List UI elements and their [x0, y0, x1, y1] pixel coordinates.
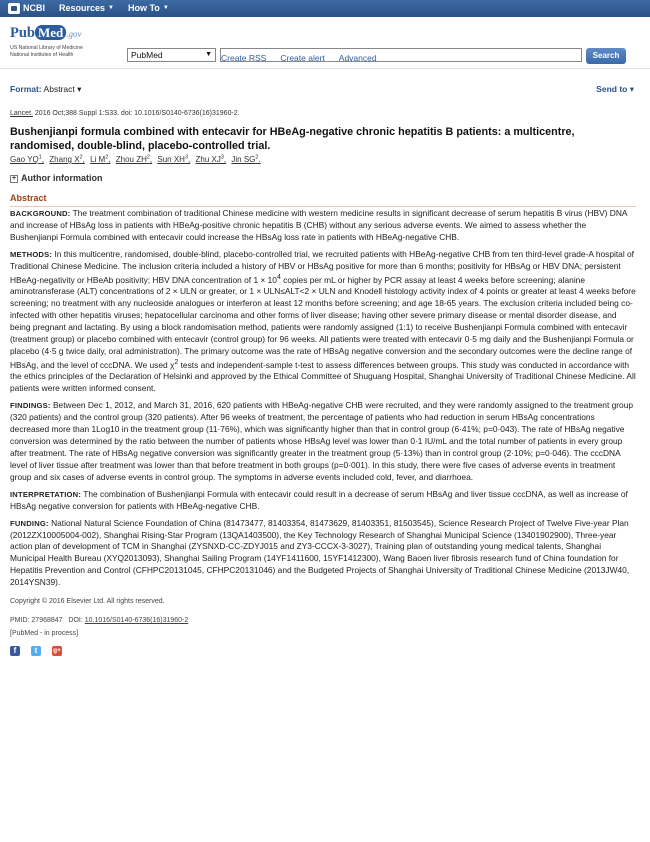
- ncbi-logo[interactable]: [8, 2, 45, 15]
- funding-label: FUNDING:: [10, 518, 49, 528]
- dropdown-arrow-icon: ▼: [108, 5, 114, 12]
- dropdown-arrow-icon: ▼: [162, 5, 169, 12]
- chevron-down-icon: ▾: [77, 84, 82, 94]
- pubmed-status: [PubMed - in process]: [10, 630, 79, 638]
- methods-text: In this multicentre, randomised, double-blind, placebo-controlled trial, we recruited patients with HBeAg-negative CHB from ten third-level grade-A hospital of Traditional Chinese Medicine. The inclusion criteria included a history of HBV or HBsAg positive for more than 6 months; positivity for HBsAg or HBV DNA; persistent HBeAg-negativity or HBeAb positivity; HBV DNA concentration of 1 × 10: [10, 248, 635, 285]
- findings-text: Between Dec 1, 2012, and March 31, 2016, 620 patients with HBeAg-negative CHB were recruited, and they were randomly assigned to the treatment group (320 patients) and the control group (320 patients). After 96 weeks of treatment, the percentage of patients who had reduction in serum HBsAg concentrations decreased more than 1Log10 in the treatment group (11·76%), which was significantly higher than that in control group (6·41%; p=0·043). The rate of HBsAg negative conversion was determined by the ratio between the number of patients whose HBsAg level was lower than 0·1 IU/mL and the total number of patients in every group after treatment. The rate of HBsAg negative conversion was significantly greater in the treatment group (5·13%) than in control group (2·10%; p=0·046). The cccDNA level of liver tissue after treatment was lower than that before treatment in both groups (p=0·001). In this study, there were five cases of adverse events in treatment group and six cases of adverse events in control group. The symptoms in adverse events included cold, fever, and diarrhoea.: [10, 400, 634, 482]
- author-link[interactable]: Zhang $X^2$,: [49, 154, 85, 164]
- howto-menu[interactable]: [128, 2, 169, 15]
- google-plus-icon[interactable]: g+: [53, 646, 61, 654]
- create-alert-link[interactable]: Create alert: [280, 53, 325, 63]
- author-affil: 3: [184, 154, 189, 161]
- search-button[interactable]: Search: [586, 48, 626, 64]
- funding-text: National Natural Science Foundation of China (81473477, 81403354, 81473629, 81403351, 81503545), Science Research Project of Twelve Five-year Plan (2012ZX10005004-002), Shanghai Rising-Star Program (13QA1403500), the Key Technology Research of Shanghai Municipal Science (13401902900), Three-year action plan of development of TCM in Shanghai (ZYSNXD-CC-ZDYJ015 and ZY3-CCCX-3-3027), Training plan of outstanding young medical talents, Shanghai Municipal Health Bureau (XYQ2013093), Shanghai Sailing Program (14YF1411600, 15YF1412300), Wang Baoen liver fibrosis research fund of China foundation for Hepatitis Prevention and Control (CFHPC20131045, CFHPC20131046) and the Budgeted Projects of Shanghai University of Traditional Chinese Medicine (2013JW40, 2014YSN39).: [10, 517, 630, 588]
- author-name: Zhou ZH: [115, 155, 147, 164]
- author-information-label: Author information: [21, 173, 103, 184]
- howto-label: How To: [127, 3, 160, 14]
- expand-plus-icon: +: [11, 174, 17, 182]
- methods-label: METHODS:: [10, 249, 53, 259]
- search-links: [221, 52, 377, 64]
- send-to-label: Send to: [596, 84, 628, 94]
- ncbi-logo-icon: [8, 3, 20, 14]
- resources-label: Resources: [59, 3, 106, 14]
- create-rss-link[interactable]: Create RSS: [221, 53, 267, 63]
- doi-label: DOI:: [68, 617, 83, 625]
- article-identifiers: [10, 616, 636, 626]
- author-link[interactable]: Li $M^2$,: [90, 154, 111, 164]
- interpretation-text: The combination of Bushenjianpi Formula with entecavir could result in a decrease of serum HBsAg and liver tissue cccDNA, as well as increase of HBsAg negative conversion for patients with HBeAg-negative CHB.: [10, 488, 628, 511]
- author-affil: 2: [146, 154, 150, 161]
- ncbi-top-bar: [0, 0, 650, 17]
- twitter-icon[interactable]: t: [31, 646, 41, 656]
- methods-text: copies per mL or higher by PCR assay at least 4 weeks before screening; alanine aminotransferase (ALT) concentrations of 2 × ULN or greater, or 1 × ULN≤ALT<2 × ULN and Knodell histology activity index of 4 points or greater at least 4 weeks before screening; no treatment with any nucleoside analogues or interferon at least 12 months before screening; and age 18-65 years. The exclusion criteria included being co-infected with other hepatitis viruses; hepatocellular carcinoma and other forms of liver disease; having other severe primary disease or mental disorder disease, and being pregnant and lactating. By using a block randomisation method, patients were randomly assigned (1:1) to receive Bushenjianpi Formula combined with entecavir (treatment group) or placebo combined with entecavir (control group) for 96 weeks. All patients were treated with entecavir 0·5 mg daily and the Bushenjianpi Formula or placebo (4·5 g twice daily, oral administration). The primary outcome was the rate of HBsAg negative conversion and the secondary outcomes were the decline range of HBsAg, and the level of cccDNA. We used χ: [10, 274, 636, 370]
- logo-pub: Pub: [10, 25, 35, 41]
- author-link[interactable]: Zhu $XJ^3$,: [195, 154, 227, 164]
- author-affil: 3: [220, 154, 224, 161]
- citation-details: 2016 Oct;388 Suppl 1:S33. doi: 10.1016/S0140-6736(16)31960-2.: [32, 110, 240, 117]
- methods-section: [10, 249, 636, 396]
- methods-text: tests and independent-sample t-test to assess differences between groups. This study was conducted in accordance with the ethics principles of the Declaration of Helsinki and approved by the Ethical Committee of Shuguang Hospital, Shanghai University of Traditional Chinese Medicine. All patients were written informed consent.: [10, 359, 636, 394]
- abstract-heading: Abstract: [10, 193, 47, 204]
- abstract-divider: [10, 206, 636, 207]
- author-name: Zhang X: [49, 155, 80, 164]
- format-bar: [10, 83, 634, 95]
- copyright-notice: Copyright © 2016 Elsevier Ltd. All rights reserved.: [10, 598, 165, 606]
- funding-section: [10, 518, 636, 590]
- citation: [10, 109, 636, 119]
- background-section: [10, 208, 636, 244]
- database-select-value: PubMed: [131, 50, 163, 60]
- author-information-toggle[interactable]: [10, 172, 636, 185]
- interpretation-section: [10, 489, 636, 513]
- format-value: Abstract: [43, 84, 75, 94]
- send-to-menu[interactable]: [596, 83, 634, 95]
- ncbi-logo-text: NCBI: [23, 3, 45, 14]
- author-link[interactable]: Zhou $ZH^2$,: [115, 154, 153, 164]
- exponent: 2: [174, 358, 179, 366]
- author-name: Sun XH: [157, 155, 185, 164]
- format-label: Format:: [10, 84, 42, 94]
- doi-link[interactable]: 10.1016/S0140-6736(16)31960-2: [84, 617, 189, 625]
- author-name: Zhu XJ: [195, 155, 221, 164]
- chevron-down-icon: ▼: [205, 51, 212, 58]
- chevron-down-icon: ▾: [629, 84, 634, 94]
- pubmed-logo[interactable]: [10, 23, 83, 59]
- database-select[interactable]: [127, 48, 216, 62]
- author-name: Li M: [90, 155, 106, 164]
- advanced-search-link[interactable]: Advanced: [338, 53, 377, 63]
- background-label: BACKGROUND:: [10, 208, 71, 218]
- format-selector[interactable]: [10, 83, 81, 95]
- background-text: The treatment combination of traditional Chinese medicine with western medicine results in significant decrease of serum hepatitis B virus (HBV) DNA and increase of HBsAg loss in patients with HBeAg-positive chronic hepatitis B (CHB) without any serious adverse events. We aimed to assess whether the Bushenjianpi Formula combined with entecavir could increase the HBsAg loss rate in patients with HBeAg-negative CHB.: [10, 207, 628, 242]
- pmid-value: 27968847: [31, 617, 63, 625]
- author-link[interactable]: Sun $XH^3$,: [157, 154, 191, 164]
- findings-label: FINDINGS:: [10, 401, 51, 411]
- author-affil: 2: [79, 154, 83, 161]
- author-link[interactable]: Gao $YQ^1$,: [10, 154, 45, 164]
- interpretation-label: INTERPRETATION:: [10, 489, 82, 499]
- logo-med: Med: [35, 25, 66, 40]
- author-list: [10, 154, 636, 165]
- author-affil: 2: [105, 154, 109, 161]
- logo-nlm-text: US National Library of Medicine: [10, 44, 83, 51]
- article-title: Bushenjianpi formula combined with entecavir for HBeAg-negative chronic hepatitis B patients: a multicentre, randomised, double-blind, placebo-controlled trial.: [10, 125, 575, 152]
- abstract-content: [10, 109, 636, 656]
- logo-gov: .gov: [66, 29, 82, 39]
- journal-link[interactable]: Lancet.: [10, 110, 33, 117]
- author-name: Gao YQ: [10, 155, 39, 164]
- exponent: 4: [276, 273, 281, 281]
- pmid-label: PMID:: [10, 617, 30, 625]
- author-affil: 2: [255, 154, 259, 161]
- author-link[interactable]: Jin $SG^2$.: [231, 154, 261, 164]
- findings-section: [10, 400, 636, 483]
- share-buttons: [10, 646, 636, 656]
- facebook-icon[interactable]: f: [10, 646, 20, 656]
- author-name: Jin SG: [231, 155, 256, 164]
- author-affil: 1: [38, 154, 42, 161]
- resources-menu[interactable]: [59, 2, 114, 15]
- logo-nih-text: National Institutes of Health: [10, 52, 74, 59]
